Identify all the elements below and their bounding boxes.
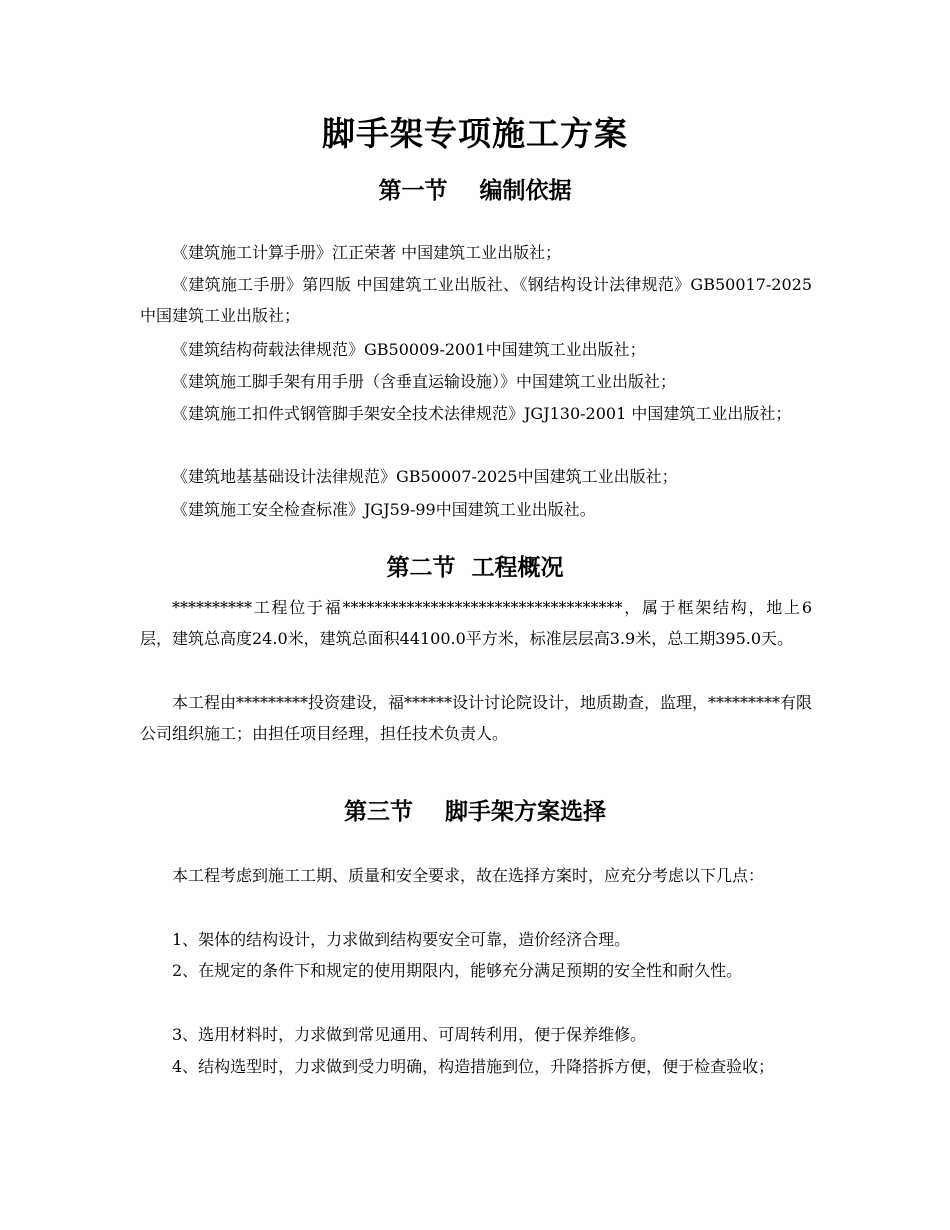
section-1-paragraph-5: 《建筑施工扣件式钢管脚手架安全技术法律规范》JGJ130-2001 中国建筑工业出版社；	[172, 404, 792, 423]
section-3-paragraph-1: 本工程考虑到施工工期、质量和安全要求，故在选择方案时，应充分考虑以下几点：	[172, 866, 765, 885]
section-3-paragraph-3: 2、在规定的条件下和规定的使用期限内，能够充分满足预期的安全性和耐久性。	[172, 961, 743, 980]
section-1-paragraph-2: 《建筑施工手册》第四版 中国建筑工业出版社、《钢结构设计法律规范》GB50017-2025 中国建筑工业出版社；	[140, 275, 812, 326]
section-2-paragraph-2: 本工程由*********投资建设，福******设计讨论院设计，地质勘查，监理，*********有限公司组织施工；由担任项目经理，担任技术负责人。	[140, 693, 813, 744]
section-2-paragraph-1: **********工程位于福***********************************，属于框架结构，地上6层，建筑总高度24.0米，建筑总面积44100.0平方米，标准层层高3.9米，总工期395.0天。	[140, 598, 812, 649]
section-heading-1: 第一节 编制依据	[378, 177, 572, 204]
section-heading-3: 第三节 脚手架方案选择	[343, 798, 607, 825]
section-heading-2: 第二节 工程概况	[386, 554, 564, 581]
document-title: 脚手架专项施工方案	[322, 114, 628, 153]
section-1-paragraph-1: 《建筑施工计算手册》江正荣著 中国建筑工业出版社；	[172, 243, 562, 262]
section-1-paragraph-7: 《建筑施工安全检查标准》JGJ59-99中国建筑工业出版社。	[172, 500, 596, 519]
section-1-paragraph-4: 《建筑施工脚手架有用手册（含垂直运输设施）》中国建筑工业出版社；	[172, 372, 677, 391]
section-1-paragraph-6: 《建筑地基基础设计法律规范》GB50007-2025中国建筑工业出版社；	[172, 467, 678, 486]
section-1-paragraph-3: 《建筑结构荷载法律规范》GB50009-2001中国建筑工业出版社；	[172, 340, 646, 359]
section-3-paragraph-2: 1、架体的结构设计，力求做到结构要安全可靠，造价经济合理。	[172, 930, 631, 949]
section-3-paragraph-4: 3、选用材料时，力求做到常见通用、可周转利用，便于保养维修。	[172, 1025, 647, 1044]
section-3-paragraph-5: 4、结构选型时，力求做到受力明确，构造措施到位，升降搭拆方便，便于检查验收；	[172, 1057, 775, 1076]
